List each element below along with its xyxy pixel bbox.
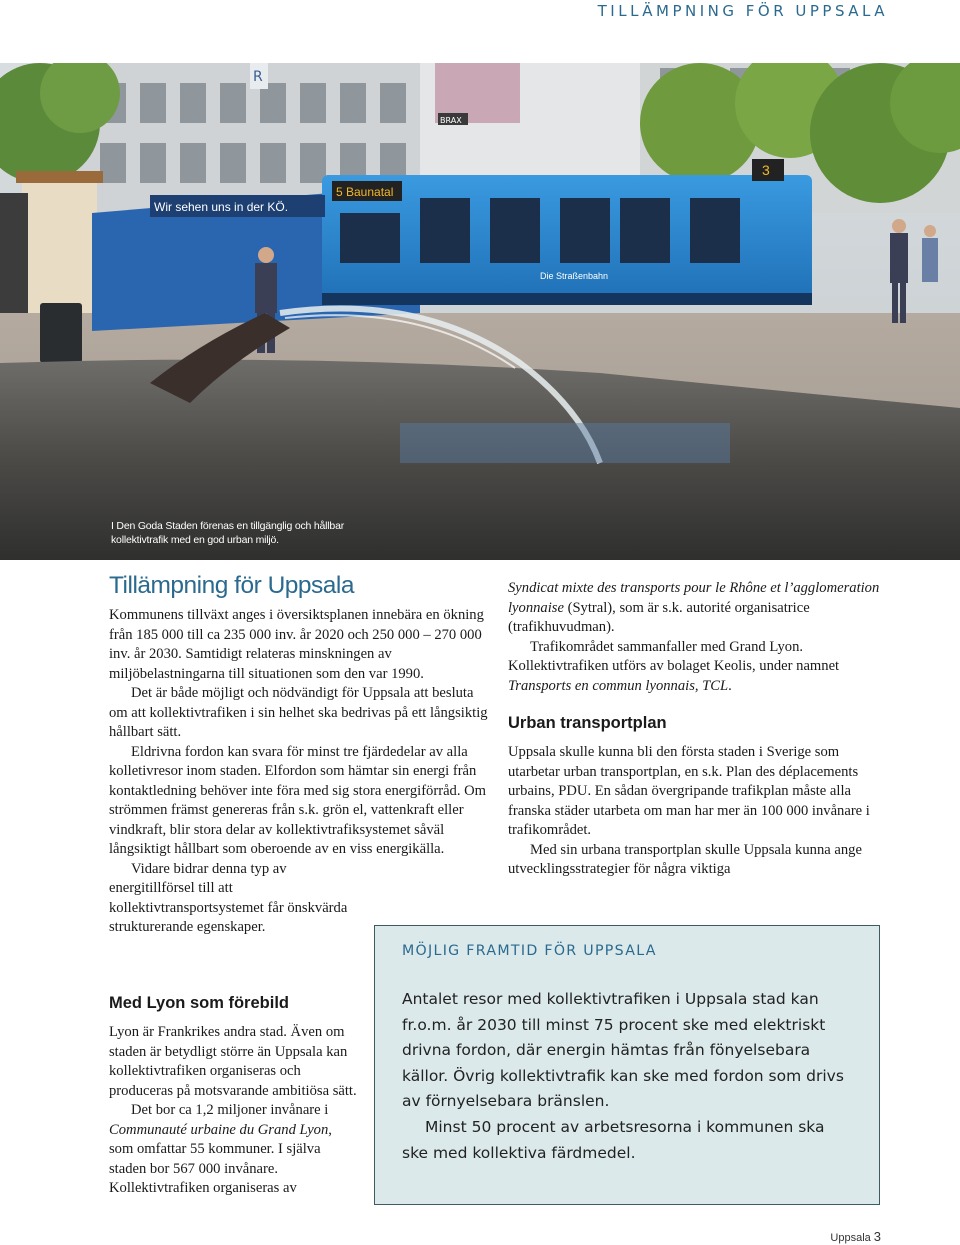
main-column-right	[508, 579, 880, 880]
lyon-section	[109, 994, 359, 1199]
body-paragraph: Eldrivna fordon kan svara för minst tre fjärdedelar av alla kolletivresor inom staden. Elfordon som hämtar sin energi från kontaktledning behöver inte föra med sig stora energiförråd. Om strömmen främst genereras från s.k. grön el, vattenkraft eller vindkraft, blir stora delar av kollektivtrafiksystemet såväl långsiktigt hållbart som oberoende av en viss energikälla.	[109, 743, 487, 857]
folio-number: 3	[873, 1229, 881, 1244]
body-paragraph: Med sin urbana transportplan skulle Uppsala kunna ange utvecklingsstrategier för några viktiga	[508, 841, 862, 877]
body-paragraph: Uppsala skulle kunna bli den första staden i Sverige som utarbetar urban transportplan, en s.k. Plan des déplacements urbains, PDU. En sådan övergripande trafikplan måste alla franska städer utarbeta om man har mer än 100 000 invånare i trafikområdet.	[508, 744, 870, 838]
box-title: MÖJLIG FRAMTID FÖR UPPSALA	[402, 943, 657, 959]
tram-photo-illustration	[0, 63, 960, 560]
tram-line-number: 3	[762, 162, 770, 178]
tram-company-text: Die Straßenbahn	[540, 271, 609, 281]
body-paragraph: Vidare bidrar denna typ av energitillförsel till att kollektivtransportsystemet får önskvärda strukturerande egenskaper.	[109, 860, 348, 935]
sign-brax: BRAX	[440, 116, 462, 125]
tram-ad-text: Wir sehen uns in der KÖ.	[154, 200, 289, 214]
tram-destination-sign: 5 Baunatal	[336, 185, 394, 199]
section-heading-lyon: Med Lyon som förebild	[109, 994, 289, 1012]
text-run: (Sytral), som är s.k. autorité organisatrice (trafikhuvudman).	[508, 599, 810, 635]
sign-r: R	[253, 69, 263, 85]
body-paragraph: Det är både möjligt och nödvändigt för Uppsala att besluta om att kollektivtrafiken i sin helhet ska bedrivas på ett långsiktig hållbart sätt.	[109, 685, 488, 740]
italic-text: Syndicat mixte des transports pour le Rhône et l’agglomeration lyonnaise	[508, 580, 880, 616]
italic-text: Communauté urbaine du Grand Lyon	[109, 1121, 329, 1138]
text-run: .	[728, 677, 732, 694]
tram-photo	[0, 63, 960, 560]
box-paragraph: Antalet resor med kollektivtrafiken i Uppsala stad kan fr.o.m. år 2030 till minst 75 procent ske med elektriskt drivna fordon, där energin hämtas från fönyelsebara källor. Övrig kollektivtrafik kan ske med fordon som drivs av förnyelsebara bränslen.	[402, 990, 844, 1111]
box-paragraph: Minst 50 procent av arbetsresorna i kommunen ska ske med kollektiva färdmedel.	[402, 1117, 825, 1162]
folio-label: Uppsala	[830, 1232, 871, 1244]
caption-line: I Den Goda Staden förenas en tillgänglig och hållbar	[111, 520, 345, 532]
body-paragraph: Kommunens tillväxt anges i översiktsplanen innebära en ökning från 185 000 till ca 235 000 inv. år 2020 och 250 000 – 270 000 inv. år 2030. Samtidigt relateras minskningen av miljöbelastningarna till situationen som den var 1990.	[109, 607, 484, 682]
photo-caption	[111, 519, 391, 547]
body-paragraph	[508, 638, 880, 697]
main-column-left	[109, 572, 489, 938]
caption-line: kollektivtrafik med en god urban miljö.	[111, 534, 279, 546]
section-heading-urban: Urban transportplan	[508, 714, 667, 732]
running-head: TILLÄMPNING FÖR UPPSALA	[597, 2, 888, 20]
body-paragraph	[508, 579, 880, 638]
body-paragraph: Lyon är Frankrikes andra stad. Även om staden är betydligt större än Uppsala kan kollektivtrafiken organiseras och produceras på motsvarande ambitiösa sätt.	[109, 1024, 357, 1099]
italic-text: Transports en commun lyonnais, TCL	[508, 677, 729, 694]
text-run: Det bor ca 1,2 miljoner invånare i	[131, 1102, 329, 1118]
body-paragraph	[109, 1101, 359, 1199]
text-run: Trafikområdet sammanfaller med Grand Lyon. Kollektivtrafiken utförs av bolaget Keolis, under namnet	[508, 638, 840, 674]
future-box	[374, 925, 880, 1205]
page-number	[830, 1229, 881, 1244]
text-run: , som omfattar 55 kommuner. I själva staden bor 567 000 invånare. Kollektivtrafiken organiseras av	[109, 1121, 332, 1196]
page-title: Tillämpning för Uppsala	[109, 572, 354, 599]
